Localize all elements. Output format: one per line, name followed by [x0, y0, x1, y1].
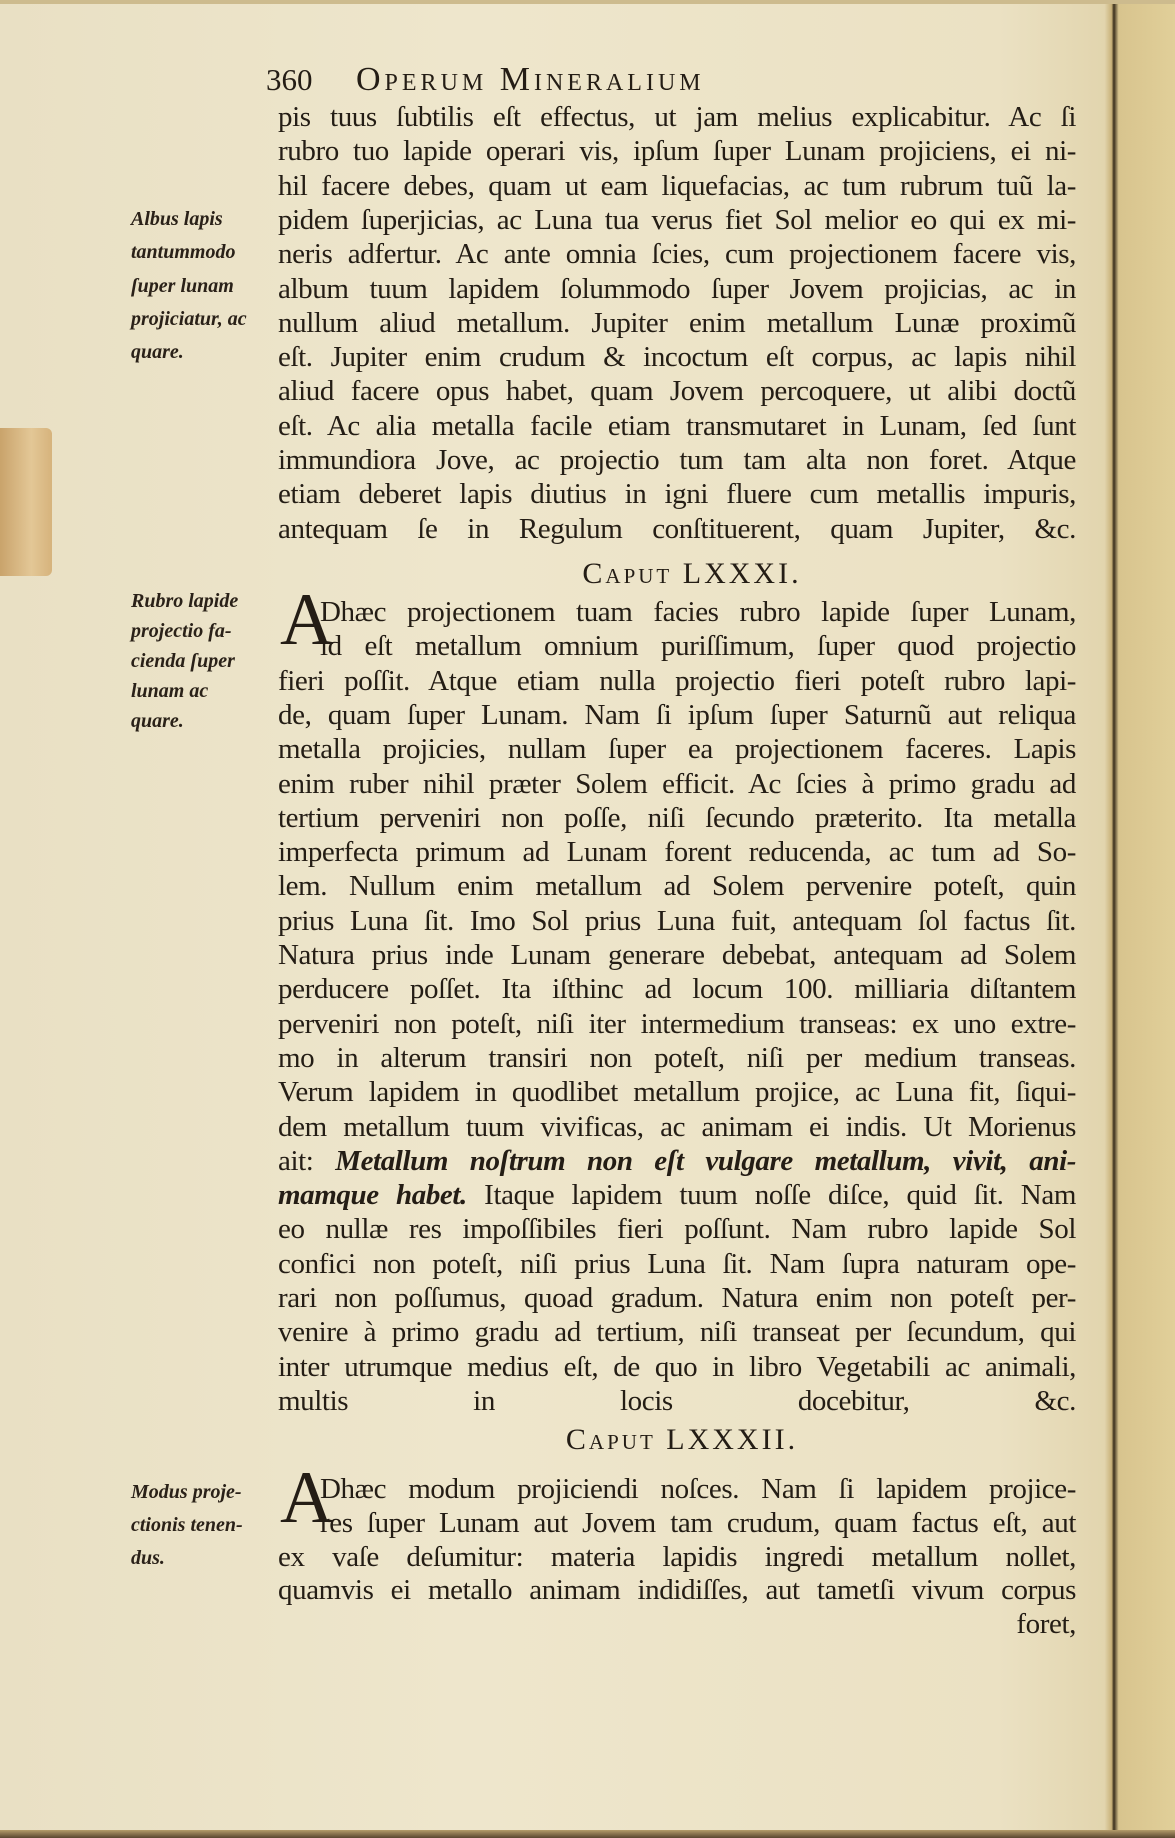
text-line: res ſuper Lunam aut Jovem tam crudum, quam factus eſt, aut — [320, 1506, 1076, 1539]
text-line: hil facere debes, quam ut eam liquefacias, ac tum rubrum tuũ la- — [278, 169, 1076, 202]
margin-note-line: Albus lapis — [131, 208, 223, 230]
text-line: rari non poſſumus, quoad gradum. Natura enim non poteſt per- — [278, 1282, 1076, 1314]
margin-note-line: projectio fa- — [131, 620, 232, 642]
margin-note-line: ctionis tenen- — [131, 1514, 243, 1536]
margin-note-line: ſuper lunam — [131, 274, 234, 297]
text-line: prius Luna ſit. Imo Sol prius Luna fuit, antequam ſol factus ſit. — [278, 904, 1076, 937]
page-top-edge — [0, 0, 1175, 4]
text-line: pis tuus ſubtilis eſt effectus, ut jam melius explicabitur. Ac ſi — [278, 101, 1076, 133]
text-line: album tuum lapidem ſolummodo ſuper Jovem projicias, ac in — [278, 272, 1076, 305]
text-segment: ait: — [278, 1144, 336, 1177]
page-number: 360 — [266, 62, 313, 97]
text-line: Dhæc projectionem tuam facies rubro lapide ſuper Lunam, — [320, 596, 1076, 628]
text-line: multis in locis docebitur, &c. — [278, 1384, 1076, 1417]
text-line: enim ruber nihil præter Solem efficit. Ac ſcies à primo gradu ad — [278, 767, 1076, 800]
text-line: perducere poſſet. Ita iſthinc ad locum 100. milliaria diſtantem — [278, 973, 1076, 1006]
text-line: inter utrumque medius eſt, de quo in libro Vegetabili ac animali, — [278, 1350, 1076, 1383]
chapter-heading-81: Caput LXXXI. — [582, 557, 802, 590]
text-line: foret, — [1016, 1608, 1076, 1641]
text-line: etiam deberet lapis diutius in igni fluere cum metallis impuris, — [278, 478, 1076, 511]
text-line: eo nullæ res impoſſibiles fieri poſſunt. Nam rubro lapide Sol — [278, 1213, 1076, 1246]
drop-cap-82: A — [280, 1457, 334, 1539]
text-line: tertium perveniri non poſſe, niſi ſecundo præterito. Ita metalla — [278, 801, 1076, 834]
text-line: id eſt metallum omnium puriſſimum, ſuper quod projectio — [320, 630, 1076, 663]
margin-note-line: lunam ac — [131, 680, 209, 702]
text-line: antequam ſe in Regulum conſtituerent, quam Jupiter, &c. — [278, 512, 1076, 545]
text-line: Verum lapidem in quodlibet metallum projice, ac Luna fit, ſiqui- — [278, 1076, 1076, 1109]
quotation-italic: mamque habet. — [278, 1179, 467, 1212]
quotation-italic: Metallum noſtrum non eſt vulgare metallum, vivit, ani- — [335, 1144, 1076, 1177]
text-line: fieri poſſit. Atque etiam nulla projectio fieri poteſt rubro lapi- — [278, 664, 1076, 697]
chapter-heading-82: Caput LXXXII. — [565, 1423, 799, 1456]
page-bottom-edge — [0, 1830, 1175, 1838]
text-line: rubro tuo lapide operari vis, ipſum ſuper Lunam projiciens, ei ni- — [278, 135, 1076, 168]
text-line: imperfecta primum ad Lunam forent reducenda, ac tum ad So- — [278, 836, 1076, 869]
text-line: aliud facere opus habet, quam Jovem percoquere, ut alibi doctũ — [278, 375, 1076, 408]
text-line: quamvis ei metallo animam indidiſſes, aut tametſi vivum corpus — [278, 1574, 1076, 1607]
margin-note-line: tantummodo — [131, 241, 236, 264]
text-line: dem metallum tuum vivificas, ac animam ei indis. Ut Morienus — [278, 1110, 1076, 1143]
margin-note-line: dus. — [131, 1547, 165, 1569]
text-line: pidem ſuperjicias, ac Luna tua verus fiet Sol melior eo qui ex mi- — [278, 203, 1076, 236]
text-line: Dhæc modum projiciendi noſces. Nam ſi lapidem projice- — [320, 1473, 1076, 1505]
text-line — [278, 1178, 1076, 1212]
text-line — [278, 1144, 1076, 1178]
margin-note-line: cienda ſuper — [131, 650, 235, 672]
margin-note-line: Modus proje- — [131, 1481, 242, 1503]
text-line: eſt. Jupiter enim crudum & incoctum eſt corpus, ac lapis nihil — [278, 341, 1076, 374]
text-line: ex vaſe deſumitur: materia lapidis ingredi metallum nollet, — [278, 1540, 1076, 1573]
text-line: mo in alterum transiri non poteſt, niſi per medium transeas. — [278, 1041, 1076, 1074]
margin-note-line: Rubro lapide — [131, 590, 239, 612]
bookmark-tab — [0, 428, 52, 576]
drop-cap-81: A — [280, 579, 334, 661]
text-line: confici non poteſt, niſi prius Luna ſit. Nam ſupra naturam ope- — [278, 1247, 1076, 1280]
page-header — [266, 58, 906, 102]
text-line: perveniri non poteſt, niſi iter intermedium transeas: ex uno extre- — [278, 1007, 1076, 1040]
text-line: de, quam ſuper Lunam. Nam ſi ipſum ſuper Saturnũ aut reliqua — [278, 698, 1076, 731]
margin-note-line: projiciatur, ac — [131, 307, 247, 330]
text-line: metalla projicies, nullam ſuper ea projectionem faceres. Lapis — [278, 733, 1076, 766]
text-segment: Itaque lapidem tuum noſſe diſce, quid ſit. Nam — [466, 1179, 1076, 1212]
text-line: Natura prius inde Lunam generare debebat, antequam ad Solem — [278, 939, 1076, 971]
text-line: eſt. Ac alia metalla facile etiam transmutaret in Lunam, ſed ſunt — [278, 409, 1076, 442]
running-title: Operum Mineralium — [356, 61, 705, 98]
text-line: nullum aliud metallum. Jupiter enim metallum Lunæ proximũ — [278, 306, 1076, 339]
margin-note-line: quare. — [131, 710, 184, 732]
text-line: neris adfertur. Ac ante omnia ſcies, cum projectionem facere vis, — [278, 238, 1076, 271]
margin-note-line: quare. — [131, 341, 184, 364]
text-line: immundiora Jove, ac projectio tum tam alta non foret. Atque — [278, 444, 1076, 476]
text-line: venire à primo gradu ad tertium, niſi transeat per ſecundum, qui — [278, 1316, 1076, 1349]
text-line: lem. Nullum enim metallum ad Solem pervenire poteſt, quin — [278, 870, 1076, 903]
